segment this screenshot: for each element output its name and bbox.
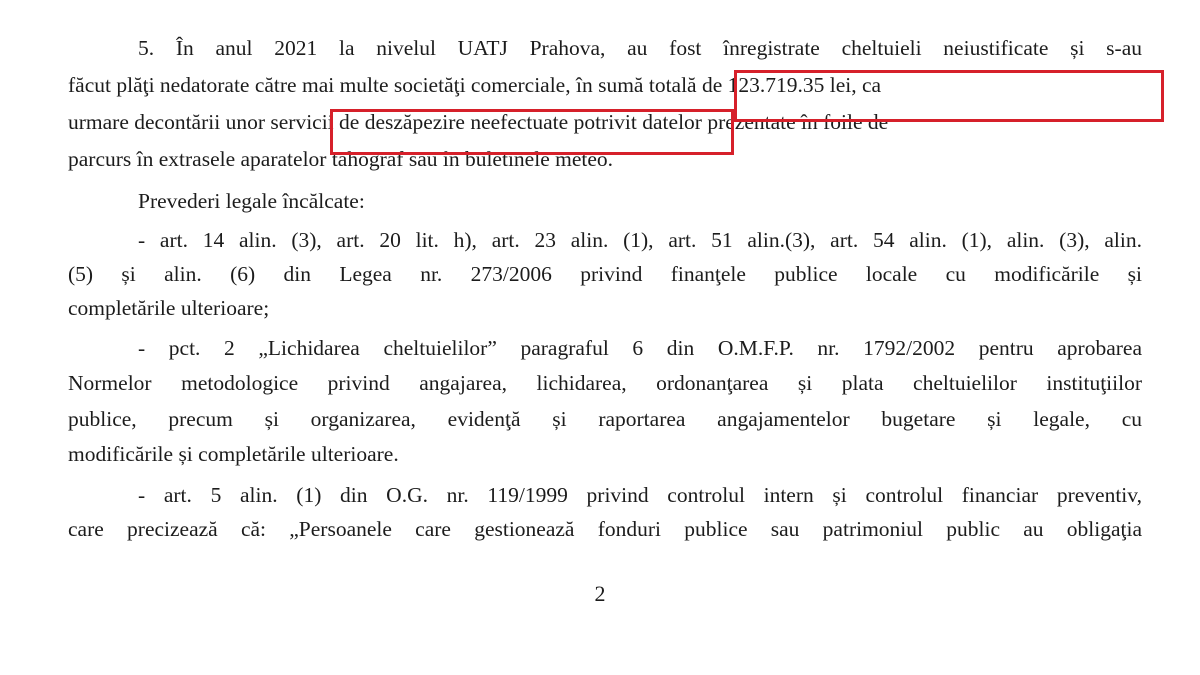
item-1-line-2: (5) și alin. (6) din Legea nr. 273/2006 privind finanţele publice locale cu modificările și (68, 262, 1142, 286)
paragraph-5-line-2-b: în sumă totală de 123.719.35 lei, ca (570, 73, 882, 97)
paragraph-5-line-3-b: servicii de deszăpezire neefectuate (270, 110, 569, 134)
paragraph-5-line-2 (68, 71, 1142, 99)
item-2-line-4: modificările și completările ulterioare. (68, 442, 399, 466)
item-1-line-1: - art. 14 alin. (3), art. 20 lit. h), art. 23 alin. (1), art. 51 alin.(3), art. 54 alin. (1), alin. (3), alin. (138, 228, 1142, 252)
item-1-line-3: completările ulterioare; (68, 296, 270, 320)
legal-provisions-heading: Prevederi legale încălcate: (138, 189, 365, 213)
page-number: 2 (594, 581, 606, 606)
paragraph-5-line-2-a: făcut plăţi nedatorate către mai multe societăţi comerciale, (68, 73, 571, 97)
paragraph-5-line-1: 5. În anul 2021 la nivelul UATJ Prahova, au fost înregistrate cheltuieli neiustificate și s-au (138, 36, 1142, 60)
item-2-line-3: publice, precum și organizarea, evidenţă și raportarea angajamentelor bugetare și legale, cu (68, 407, 1142, 431)
paragraph-5-line-3-c: potrivit datelor prezentate în foile de (568, 110, 889, 134)
paragraph-5-line-4: parcurs în extrasele aparatelor tahograf sau în buletinele meteo. (68, 147, 614, 171)
item-2-line-2: Normelor metodologice privind angajarea, lichidarea, ordonanţarea și plata cheltuielilor instituţiilor (68, 371, 1142, 395)
item-2-line-1: - pct. 2 „Lichidarea cheltuielilor” paragraful 6 din O.M.F.P. nr. 1792/2002 pentru aprobarea (138, 336, 1142, 360)
paragraph-5-line-3-a: urmare decontării unor (68, 110, 271, 134)
item-3-line-2: care precizează că: „Persoanele care gestionează fonduri publice sau patrimoniul public au obligaţia (68, 517, 1142, 541)
paragraph-5-line-3 (68, 108, 1142, 136)
item-3-line-1: - art. 5 alin. (1) din O.G. nr. 119/1999 privind controlul intern și controlul financiar preventiv, (138, 483, 1142, 507)
